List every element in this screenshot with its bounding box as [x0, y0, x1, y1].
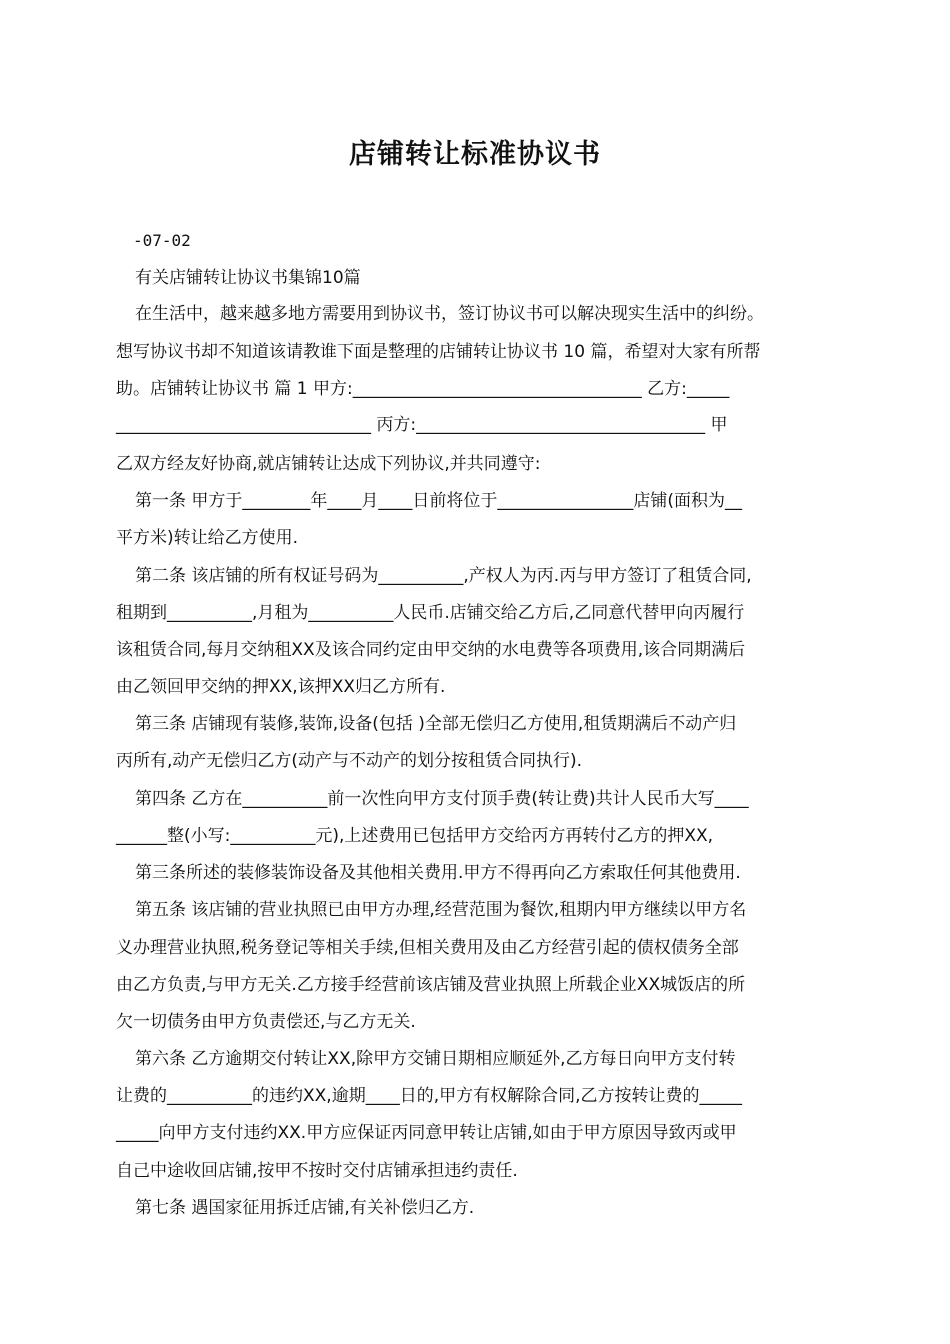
text-line: _____向甲方支付违约XX.甲方应保证丙同意甲转让店铺,如由于甲方原因导致丙或甲	[116, 1123, 737, 1143]
text-line: 想写协议书却不知道该请教谁下面是整理的店铺转让协议书 10 篇，希望对大家有所帮	[116, 342, 761, 362]
text-line: 自己中途收回店铺,按甲不按时交付店铺承担违约责任.	[116, 1161, 518, 1181]
date-line: -07-02	[133, 231, 191, 250]
text-line: 平方米)转让给乙方使用.	[116, 528, 299, 548]
text-line: 让费的__________的违约XX,逾期____日的,甲方有权解除合同,乙方按转让费的_____	[116, 1086, 743, 1106]
clause-4: 第四条 乙方在__________前一次性向甲方支付顶手费(转让费)共计人民币大写____	[135, 789, 749, 809]
text-line: 助。店铺转让协议书 篇 1 甲方:__________________________________ 乙方:_____	[116, 379, 730, 399]
clause-2: 第二条 该店铺的所有权证号码为__________,产权人为丙.丙与甲方签订了租赁合同,	[135, 566, 752, 586]
clause-1: 第一条 甲方于________年____月____日前将位于________________店铺(面积为__	[135, 491, 743, 511]
text-line: 租期到__________,月租为__________人民币.店铺交给乙方后,乙同意代替甲向丙履行	[116, 603, 745, 623]
text-line: 有关店铺转让协议书集锦10篇	[135, 268, 361, 288]
page-title: 店铺转让标准协议书	[349, 139, 601, 170]
clause-3: 第三条 店铺现有装修,装饰,设备(包括 )全部无偿归乙方使用,租赁期满后不动产归	[135, 714, 737, 734]
clause-5: 第五条 该店铺的营业执照已由甲方办理,经营范围为餐饮,租期内甲方继续以甲方名	[135, 900, 747, 920]
text-line: 在生活中，越来越多地方需要用到协议书，签订协议书可以解决现实生活中的纠纷。	[135, 304, 764, 324]
clause-7: 第七条 遇国家征用拆迁店铺,有关补偿归乙方.	[135, 1198, 475, 1218]
text-line: 义办理营业执照,税务登记等相关手续,但相关费用及由乙方经营引起的债权债务全部	[116, 938, 739, 958]
clause-6: 第六条 乙方逾期交付转让XX,除甲方交铺日期相应顺延外,乙方每日向甲方支付转	[135, 1049, 736, 1069]
text-line: ______整(小写:__________元),上述费用已包括甲方交给丙方再转付乙方的押XX,	[116, 826, 714, 846]
text-line: 欠一切债务由甲方负责偿还,与乙方无关.	[116, 1012, 416, 1032]
text-line: 第三条所述的装修装饰设备及其他相关费用.甲方不得再向乙方索取任何其他费用.	[135, 863, 741, 883]
text-line: 由乙领回甲交纳的押XX,该押XX归乙方所有.	[116, 677, 446, 697]
text-line: 乙双方经友好协商,就店铺转让达成下列协议,并共同遵守:	[116, 454, 541, 474]
text-line: ______________________________ 丙方:__________________________________ 甲	[116, 415, 728, 435]
text-line: 丙所有,动产无偿归乙方(动产与不动产的划分按租赁合同执行).	[116, 751, 583, 771]
text-line: 该租赁合同,每月交纳租XX及该合同约定由甲交纳的水电费等各项费用,该合同期满后	[116, 640, 746, 660]
text-line: 由乙方负责,与甲方无关.乙方接手经营前该店铺及营业执照上所载企业XX城饭店的所	[116, 975, 746, 995]
